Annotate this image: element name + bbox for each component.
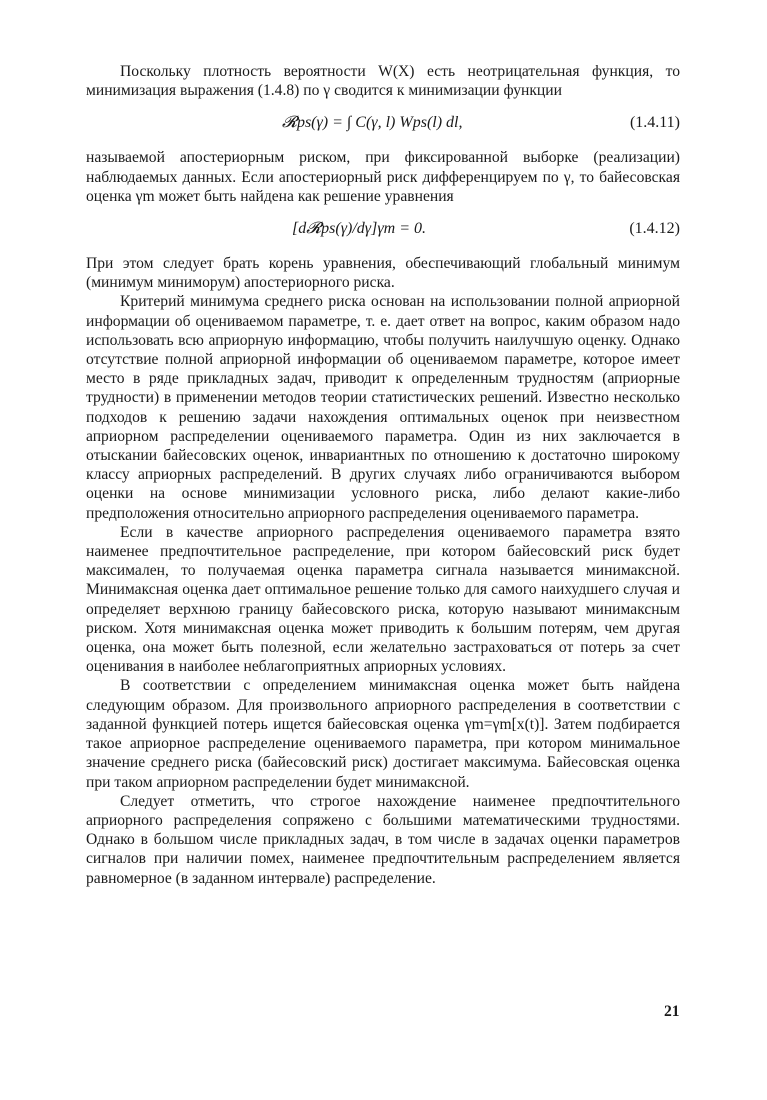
paragraph-5: Если в качестве априорного распределения оцениваемого параметра взято наименее предпочтительное распределение, при котором байесовский риск будет максимален, то получаемая оценка параметра сигнала называется минимаксной. Минимаксная оценка дает оптимальное решение только для самого наихудшего случая и определяет верхнюю границу байесовского риска, которую называют минимаксным риском. Хотя минимаксная оценка может приводить к большим потерям, чем другая оценка, она может быть полезной, если желательно застраховаться от потерь за счет оценивания в наиболее неблагоприятных априорных условиях.	[86, 523, 680, 676]
formula-expression: [d𝓡ps(γ)/dγ]γm = 0.	[292, 220, 426, 238]
page-body	[86, 62, 680, 888]
paragraph-4: Критерий минимума среднего риска основан на использовании полной априорной информации об оцениваемом параметре, т. е. дает ответ на вопрос, каким образом надо использовать всю априорную информацию, чтобы получить наилучшую оценку. Однако отсутствие полной априорной информации об оцениваемом параметре, которое имеет место в ряде прикладных задач, приводит к определенным трудностям (априорные трудности) в применении методов теории статистических решений. Известно несколько подходов к решению задачи нахождения оптимальных оценок при неизвестном априорном распределении оцениваемого параметра. Один из них заключается в отыскании байесовских оценок, инвариантных по отношению к достаточно широкому классу априорных распределений. В других случаях либо ограничиваются выбором оценки на основе минимизации условного риска, либо делают какие-либо предположения относительно априорного распределения оцениваемого параметра.	[86, 293, 680, 522]
page-number: 21	[664, 1003, 680, 1020]
paragraph-2: называемой апостериорным риском, при фиксированной выборке (реализации) наблюдаемых данных. Если апостериорный риск дифференцируем по γ, то байесовская оценка γm может быть найдена как решение уравнения	[86, 149, 680, 205]
formula-1-4-11	[86, 104, 680, 144]
paragraph-7: Следует отметить, что строгое нахождение наименее предпочтительного априорного распределения сопряжено с большими математическими трудностями. Однако в большом числе прикладных задач, в том числе в задачах оценки параметров сигналов при наличии помех, наименее предпочтительным распределением является равномерное (в заданном интервале) распределение.	[86, 792, 680, 887]
paragraph-1: Поскольку плотность вероятности W(X) есть неотрицательная функция, то минимизация выражения (1.4.8) по γ сводится к минимизации функции	[86, 63, 680, 100]
formula-1-4-12	[86, 210, 680, 250]
paragraph-3: При этом следует брать корень уравнения, обеспечивающий глобальный минимум (минимум миниморум) апостериорного риска.	[86, 255, 680, 292]
formula-expression: 𝓡ps(γ) = ∫ C(γ, l) Wps(l) dl,	[282, 114, 463, 132]
paragraph-6: В соответствии с определением минимаксная оценка может быть найдена следующим образом. Для произвольного априорного распределения в соответствии с заданной функцией потерь ищется байесовская оценка γm=γm[x(t)]. Затем подбирается такое априорное распределение оцениваемого параметра, при котором минимальное значение среднего риска (байесовский риск) достигает максимума. Байесовская оценка при таком априорном распределении будет минимаксной.	[86, 677, 680, 791]
formula-number: (1.4.11)	[629, 114, 680, 132]
formula-number: (1.4.12)	[629, 220, 680, 238]
